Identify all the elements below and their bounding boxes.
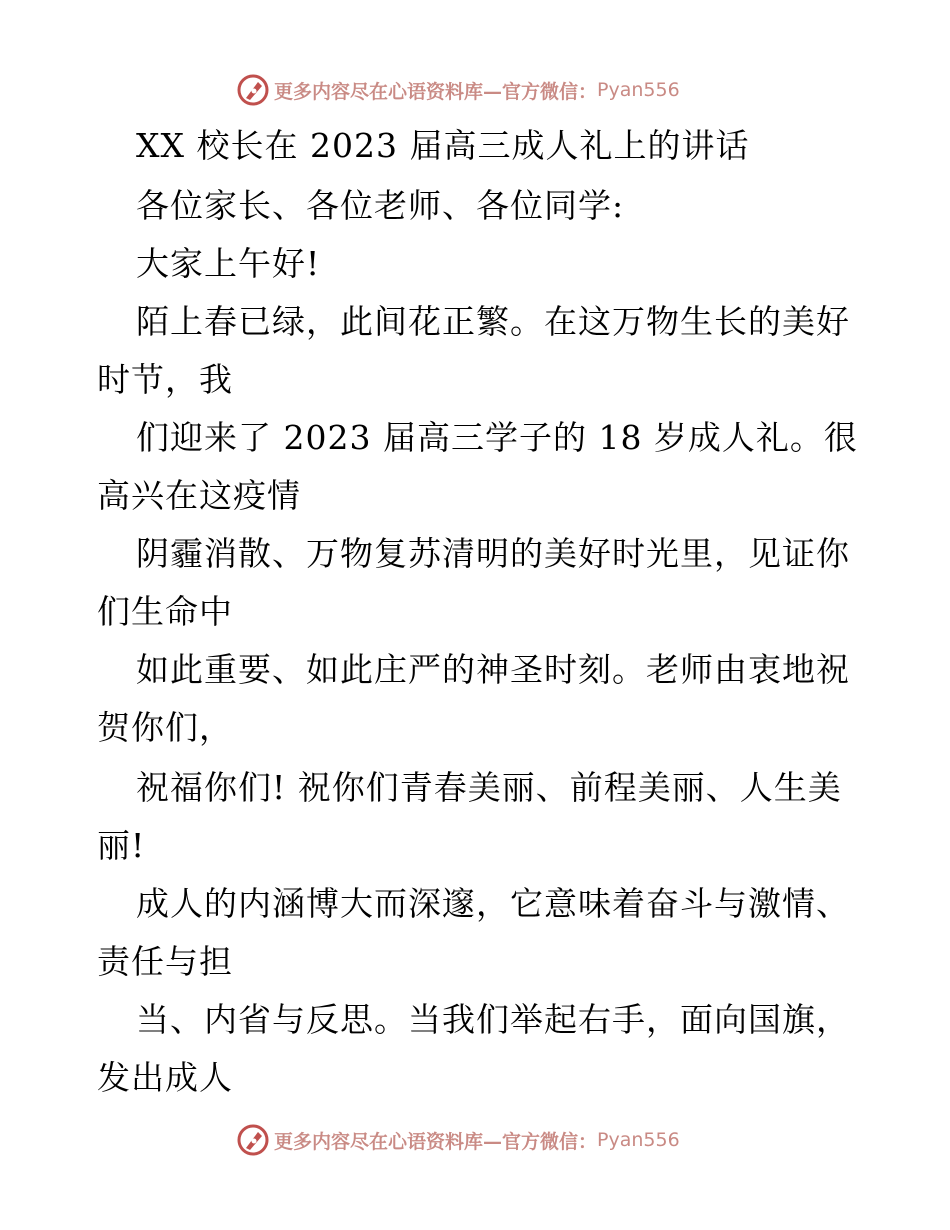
footer-watermark — [236, 1122, 680, 1158]
body-line: 祝福你们! 祝你们青春美丽、前程美丽、人生美 — [136, 768, 842, 807]
body-line: 发出成人 — [97, 1058, 233, 1097]
watermark-text: 更多内容尽在心语资料库—官方微信： — [274, 80, 598, 103]
body-line: 如此重要、如此庄严的神圣时刻。老师由衷地祝 — [136, 650, 850, 689]
body-line: 们迎来了 2023 届高三学子的 18 岁成人礼。很 — [136, 418, 858, 457]
watermark-wechat-id: Pyan556 — [597, 79, 680, 101]
watermark-wechat-id: Pyan556 — [597, 1129, 680, 1151]
pen-nib-logo-icon — [236, 73, 270, 107]
greeting: 大家上午好! — [136, 244, 321, 283]
body-line: 高兴在这疫情 — [97, 476, 301, 515]
salutation: 各位家长、各位老师、各位同学: — [136, 186, 625, 225]
body-line: 陌上春已绿，此间花正繁。在这万物生长的美好 — [136, 302, 850, 341]
header-watermark — [236, 72, 680, 108]
body-line: 们生命中 — [97, 592, 233, 631]
body-line: 责任与担 — [97, 942, 233, 981]
body-line: 当、内省与反思。当我们举起右手，面向国旗， — [136, 1000, 850, 1039]
body-line: 贺你们， — [97, 708, 233, 747]
document-title: XX 校长在 2023 届高三成人礼上的讲话 — [136, 126, 750, 165]
pen-nib-logo-icon — [236, 1123, 270, 1157]
body-line: 成人的内涵博大而深邃，它意味着奋斗与激情、 — [136, 884, 850, 923]
body-line: 时节，我 — [97, 360, 233, 399]
watermark-text: 更多内容尽在心语资料库—官方微信： — [274, 1130, 598, 1153]
body-line: 阴霾消散、万物复苏清明的美好时光里，见证你 — [136, 534, 850, 573]
body-line: 丽! — [97, 826, 146, 865]
